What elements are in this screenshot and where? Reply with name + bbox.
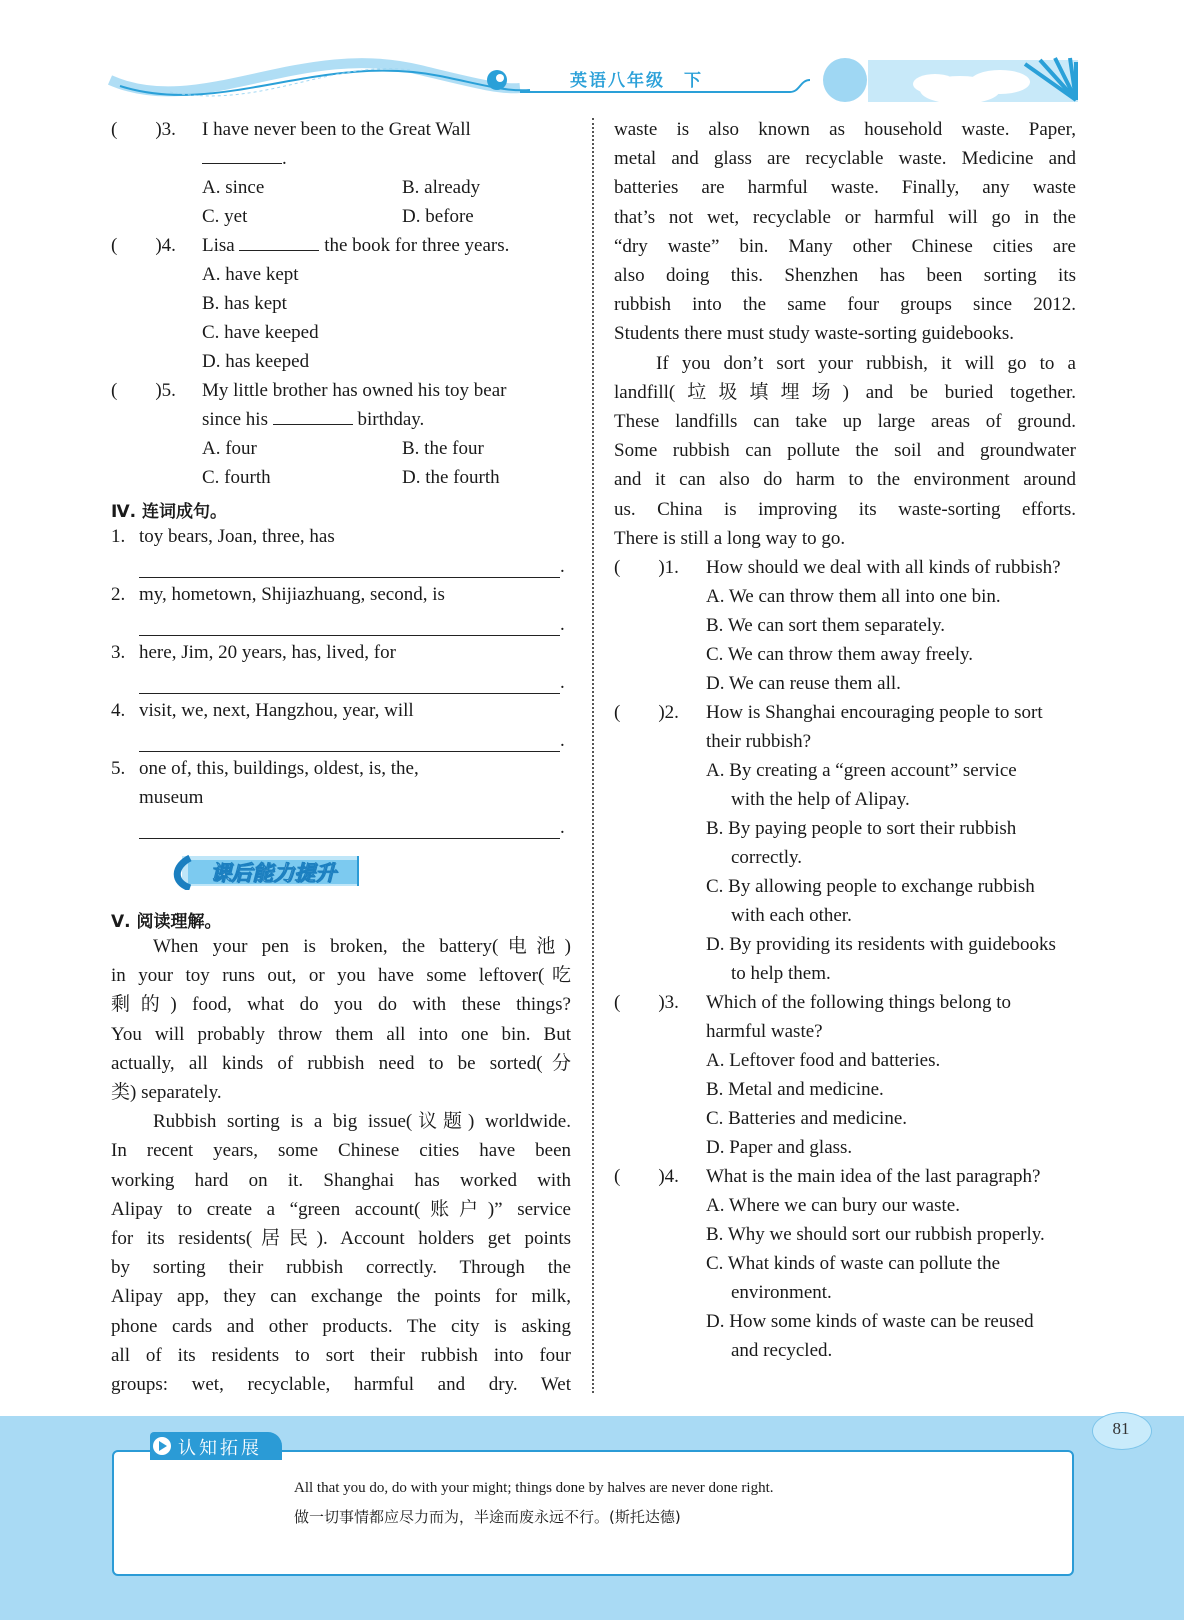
passage-line: batteries are harmful waste. Finally, any waste <box>614 177 1076 199</box>
question-number: ( )3. <box>614 992 679 1013</box>
passage-line: landfill(垃圾填埋场) and be buried together. <box>614 381 1076 403</box>
passage-line: all of its residents to sort their rubbish into four <box>111 1344 571 1366</box>
option-c: C. By allowing people to exchange rubbish <box>706 876 1035 897</box>
passage-line: in your toy runs out, or you have some leftover(吃 <box>111 965 571 987</box>
answer-line <box>139 576 560 578</box>
sentence-item-words-2: museum <box>139 787 204 808</box>
column-divider <box>592 118 594 1393</box>
passage-line: that’s not wet, recyclable or harmful will go in the <box>614 206 1076 228</box>
passage-line: phone cards and other products. The city is asking <box>111 1315 571 1337</box>
passage-line: by sorting their rubbish correctly. Through the <box>111 1257 571 1279</box>
question-stem: I have never been to the Great Wall <box>202 119 471 140</box>
option-d-cont: to help them. <box>731 963 831 984</box>
passage-line: metal and glass are recyclable waste. Medicine and <box>614 148 1076 170</box>
quote-box-label: 认知拓展 <box>178 1438 262 1459</box>
sentence-item-words: toy bears, Joan, three, has <box>139 526 335 547</box>
sentence-item-number: 1. <box>111 526 126 547</box>
option-a: A. since <box>202 177 265 198</box>
passage-line: 剩的) food, what do you do with these things? <box>111 994 571 1016</box>
option-d: D. How some kinds of waste can be reused <box>706 1311 1034 1332</box>
passage-line: When your pen is broken, the battery(电池) <box>153 936 571 957</box>
answer-line <box>139 692 560 694</box>
question-stem: My little brother has owned his toy bear <box>202 380 507 401</box>
question-number: ( )5. <box>111 380 176 401</box>
page-header-decoration <box>0 0 1184 118</box>
answer-line <box>139 837 560 839</box>
option-a: A. By creating a “green account” service <box>706 760 1017 781</box>
sentence-item-number: 3. <box>111 642 126 663</box>
option-b-cont: correctly. <box>731 847 803 868</box>
answer-blank: . <box>202 144 287 173</box>
passage-line: You will probably throw them all into one bin. But <box>111 1023 571 1045</box>
question-number: ( )3. <box>111 119 176 140</box>
question-stem: What is the main idea of the last paragraph? <box>706 1166 1041 1187</box>
question-number: ( )1. <box>614 557 679 578</box>
sentence-item-words: visit, we, next, Hangzhou, year, will <box>139 700 414 721</box>
passage-line: also doing this. Shenzhen has been sorting its <box>614 265 1076 287</box>
option-c: C. We can throw them away freely. <box>706 644 974 665</box>
option-a: A. have kept <box>202 264 299 285</box>
answer-line-period: . <box>560 817 565 838</box>
option-b: B. We can sort them separately. <box>706 615 946 636</box>
section-banner-label: 课后能力提升 <box>210 861 336 885</box>
question-number: ( )4. <box>111 235 176 256</box>
option-b: B. Metal and medicine. <box>706 1079 884 1100</box>
question-stem-2: their rubbish? <box>706 731 812 752</box>
option-a: A. four <box>202 438 257 459</box>
passage-line: actually, all kinds of rubbish need to be sorted(分 <box>111 1052 571 1074</box>
option-d: D. We can reuse them all. <box>706 673 901 694</box>
option-b: B. the four <box>402 438 484 459</box>
option-c-cont: environment. <box>731 1282 832 1303</box>
sentence-item-number: 5. <box>111 758 126 779</box>
answer-line-period: . <box>560 672 565 693</box>
answer-line-period: . <box>560 730 565 751</box>
passage-line: Rubbish sorting is a big issue(议题) worldwide. <box>153 1111 571 1133</box>
option-c: C. fourth <box>202 467 271 488</box>
question-stem-2: since his birthday. <box>202 405 424 434</box>
question-number: ( )4. <box>614 1166 679 1187</box>
question-stem: How is Shanghai encouraging people to sort <box>706 702 1043 723</box>
option-c: C. have keeped <box>202 322 319 343</box>
reading-passage-part-2 <box>614 115 1076 553</box>
passage-line: These landfills can take up large areas of ground. <box>614 411 1076 433</box>
sentence-item-words: one of, this, buildings, oldest, is, the, <box>139 758 419 779</box>
option-b: B. already <box>402 177 481 198</box>
passage-line: for its residents(居民). Account holders get points <box>111 1228 571 1250</box>
option-a: A. Where we can bury our waste. <box>706 1195 960 1216</box>
sentence-item-number: 4. <box>111 700 126 721</box>
passage-line: working hard on it. Shanghai has worked with <box>111 1169 571 1191</box>
question-stem: Which of the following things belong to <box>706 992 1012 1013</box>
passage-line: rubbish into the same four groups since 2012. <box>614 294 1076 316</box>
option-a: A. Leftover food and batteries. <box>706 1050 941 1071</box>
question-stem: Lisa the book for three years. <box>202 231 509 260</box>
option-d-cont: and recycled. <box>731 1340 833 1361</box>
passage-line: There is still a long way to go. <box>614 527 846 549</box>
passage-line: and it can also do harm to the environment around <box>614 469 1076 491</box>
passage-line: Alipay to create a “green account(账户)” service <box>111 1198 571 1220</box>
passage-line: us. China is improving its waste-sorting efforts. <box>614 498 1076 520</box>
sentence-item-words: here, Jim, 20 years, has, lived, for <box>139 642 396 663</box>
passage-line: waste is also known as household waste. Paper, <box>614 119 1076 140</box>
option-d: D. the fourth <box>402 467 500 488</box>
passage-line: 类) separately. <box>111 1082 222 1104</box>
option-c: C. yet <box>202 206 248 227</box>
option-a: A. We can throw them all into one bin. <box>706 586 1001 607</box>
option-c: C. Batteries and medicine. <box>706 1108 908 1129</box>
passage-line: “dry waste” bin. Many other Chinese cities are <box>614 235 1076 257</box>
answer-line <box>139 634 560 636</box>
passage-line: Alipay app, they can exchange the points for milk, <box>111 1286 571 1308</box>
question-stem-2: harmful waste? <box>706 1021 823 1042</box>
answer-line <box>139 750 560 752</box>
option-b: B. By paying people to sort their rubbish <box>706 818 1017 839</box>
option-d: D. before <box>402 206 474 227</box>
reading-passage-part-1 <box>111 932 571 1399</box>
option-b: B. has kept <box>202 293 287 314</box>
option-d: D. Paper and glass. <box>706 1137 853 1158</box>
section-4-title: Ⅳ. 连词成句。 <box>111 502 228 522</box>
answer-line-period: . <box>560 556 565 577</box>
option-d: D. By providing its residents with guidebooks <box>706 934 1056 955</box>
option-c-cont: with each other. <box>731 905 852 926</box>
option-c: C. What kinds of waste can pollute the <box>706 1253 1001 1274</box>
play-arrow-icon <box>152 1436 172 1456</box>
quote-chinese: 做一切事情都应尽力而为，半途而废永远不行。(斯托达德) <box>294 1508 681 1526</box>
page-number: 81 <box>1112 1419 1130 1438</box>
passage-line: In recent years, some Chinese cities have been <box>111 1140 571 1162</box>
sentence-item-words: my, hometown, Shijiazhuang, second, is <box>139 584 445 605</box>
quote-english: All that you do, do with your might; things done by halves are never done right. <box>294 1480 774 1496</box>
option-d: D. has keeped <box>202 351 310 372</box>
question-number: ( )2. <box>614 702 679 723</box>
passage-line: Some rubbish can pollute the soil and groundwater <box>614 440 1076 462</box>
question-stem: How should we deal with all kinds of rubbish? <box>706 557 1061 578</box>
answer-line-period: . <box>560 614 565 635</box>
passage-line: Students there must study waste-sorting guidebooks. <box>614 323 1015 345</box>
option-a-cont: with the help of Alipay. <box>731 789 910 810</box>
passage-line: groups: wet, recyclable, harmful and dry. Wet <box>111 1374 571 1396</box>
header-title: 英语八年级 下 <box>570 71 703 91</box>
option-b: B. Why we should sort our rubbish properly. <box>706 1224 1045 1245</box>
sentence-item-number: 2. <box>111 584 126 605</box>
passage-line: If you don’t sort your rubbish, it will go to a <box>656 352 1076 374</box>
section-5-title: Ⅴ. 阅读理解。 <box>111 912 222 932</box>
